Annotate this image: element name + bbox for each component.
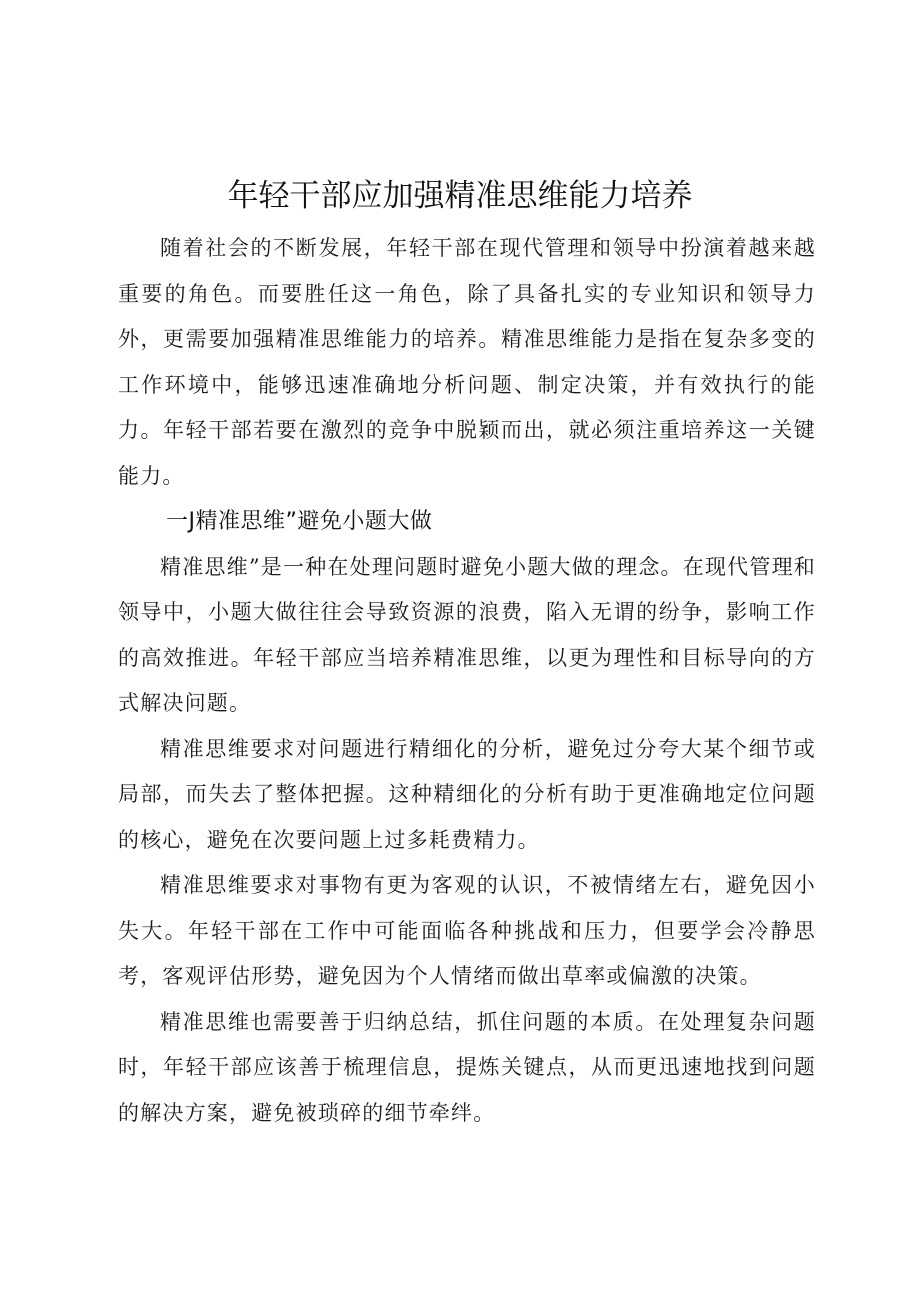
intro-paragraph: 随着社会的不断发展，年轻干部在现代管理和领导中扮演着越来越重要的角色。而要胜任这一角色，除了具备扎实的专业知识和领导力外，更需要加强精准思维能力的培养。精准思维能力是指在复杂多变的工作环境中，能够迅速准确地分析问题、制定决策，并有效执行的能力。年轻干部若要在激烈的竞争中脱颖而出，就必须注重培养这一关键能力。: [118, 236, 816, 488]
document-body: [118, 226, 816, 1136]
body-paragraph-2: 精准思维要求对问题进行精细化的分析，避免过分夸大某个细节或局部，而失去了整体把握。这种精细化的分析有助于更准确地定位问题的核心，避免在次要问题上过多耗费精力。: [118, 736, 816, 852]
section-heading: 一J精准思维”避免小题大做: [166, 509, 433, 534]
body-paragraph-4: 精准思维也需要善于归纳总结，抓住问题的本质。在处理复杂问题时，年轻干部应该善于梳理信息，提炼关键点，从而更迅速地找到问题的解决方案，避免被琐碎的细节牵绊。: [118, 1009, 816, 1125]
body-paragraph-1: 精准思维”是一种在处理问题时避免小题大做的理念。在现代管理和领导中，小题大做往往会导致资源的浪费，陷入无谓的纷争，影响工作的高效推进。年轻干部应当培养精准思维，以更为理性和目标导向的方式解决问题。: [118, 554, 816, 715]
document-title: 年轻干部应加强精准思维能力培养: [227, 178, 693, 214]
body-paragraph-3: 精准思维要求对事物有更为客观的认识，不被情绪左右，避免因小失大。年轻干部在工作中可能面临各种挑战和压力，但要学会冷静思考，客观评估形势，避免因为个人情绪而做出草率或偏激的决策。: [118, 873, 816, 988]
